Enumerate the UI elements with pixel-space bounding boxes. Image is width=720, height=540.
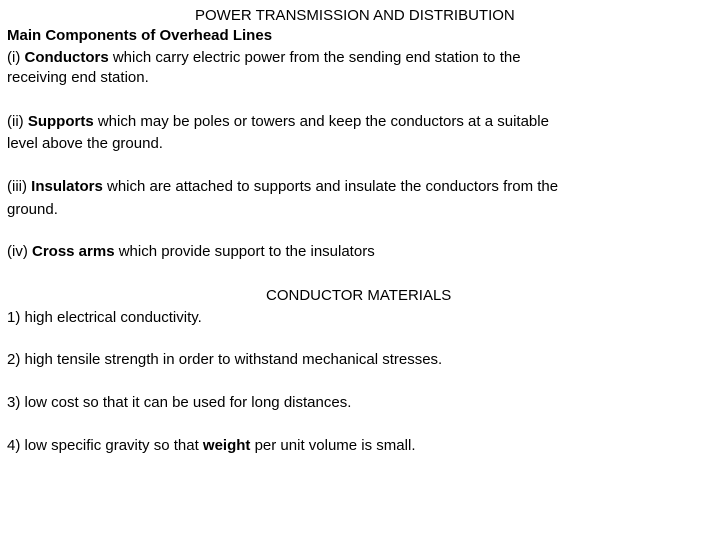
component-supports-cont: level above the ground. <box>7 135 163 152</box>
component-insulators <box>7 177 558 197</box>
material-item: 1) high electrical conductivity. <box>7 309 202 326</box>
component-term: Insulators <box>31 178 103 195</box>
component-description: which provide support to the insulators <box>114 243 375 260</box>
component-term: Supports <box>27 113 94 130</box>
component-description: which carry electric power from the sending end station to the <box>108 49 521 66</box>
component-prefix: (iii) <box>7 178 32 195</box>
material-item: 3) low cost so that it can be used for long distances. <box>7 394 352 411</box>
component-term: Cross arms <box>32 243 115 260</box>
component-prefix: (ii) <box>7 113 28 130</box>
component-cross-arms <box>7 242 375 262</box>
component-conductors <box>7 48 521 68</box>
material-prefix: 4) low specific gravity so that <box>7 437 203 454</box>
component-description: which are attached to supports and insulate the conductors from the <box>102 178 559 195</box>
material-bold-term: weight <box>202 437 251 454</box>
component-conductors-cont: receiving end station. <box>7 69 149 86</box>
component-prefix: (i) <box>7 49 25 66</box>
component-supports <box>7 112 549 132</box>
main-components-heading: Main Components of Overhead Lines <box>7 27 273 44</box>
component-insulators-cont: ground. <box>7 201 58 218</box>
component-description: which may be poles or towers and keep the conductors at a suitable <box>93 113 549 130</box>
material-suffix: per unit volume is small. <box>250 437 416 454</box>
material-item: 2) high tensile strength in order to withstand mechanical stresses. <box>7 351 443 368</box>
material-item <box>7 436 415 456</box>
component-term: Conductors <box>24 49 109 66</box>
page-title: POWER TRANSMISSION AND DISTRIBUTION <box>195 7 515 24</box>
conductor-materials-heading: CONDUCTOR MATERIALS <box>266 287 452 304</box>
component-prefix: (iv) <box>7 243 32 260</box>
